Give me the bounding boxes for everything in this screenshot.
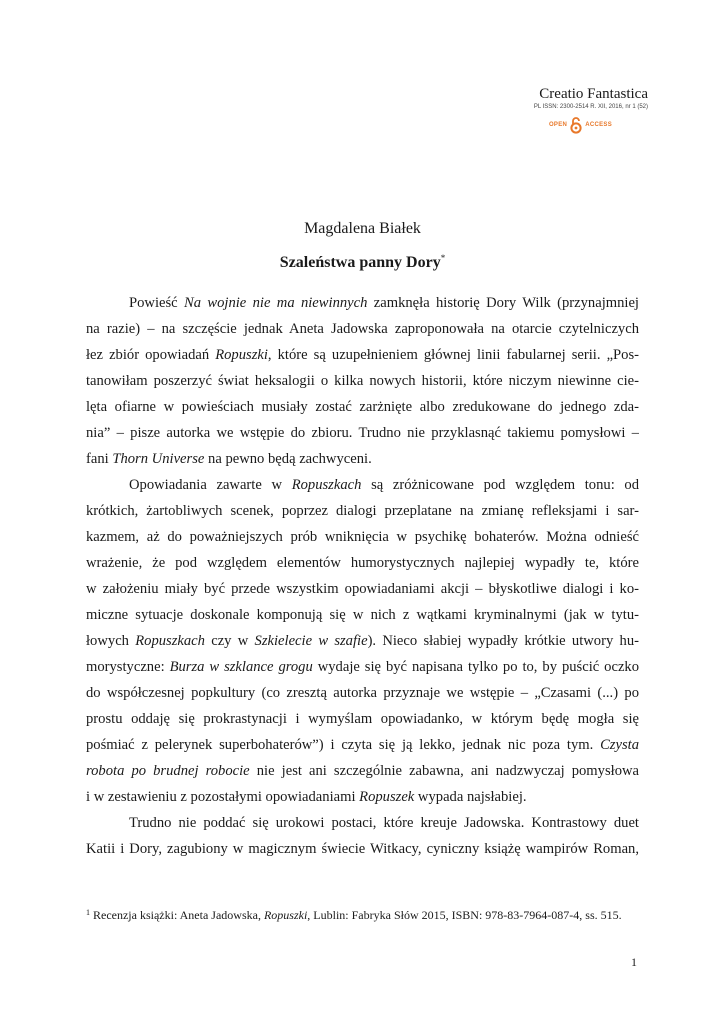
footnote-text: Recenzja książki: Aneta Jadowska, Ropuszki, Lublin: Fabryka Słów 2015, ISBN: 978-83-7964-087-4, ss. 515.	[90, 908, 622, 922]
body-line: robota po brudnej robocie nie jest ani szczególnie zabawna, ani nadzwyczaj pomysłowa	[86, 763, 639, 779]
body-line: Powieść Na wojnie nie ma niewinnych zamknęła historię Dory Wilk (przynajmniej	[129, 295, 639, 311]
body-line: miczne sytuacje doskonale komponują się w nich z wątkami kryminalnymi (jak w tytu-	[86, 607, 639, 623]
body-line: w założeniu miały być przede wszystkim opowiadaniami akcji – błyskotliwe dialogi i ko-	[86, 581, 639, 597]
body-line: pośmiać z pelerynek superbohaterów”) i czyta się ją lekko, jednak nic poza tym. Czysta	[86, 737, 639, 753]
body-line: i w zestawieniu z pozostałymi opowiadaniami Ropuszek wypada najsłabiej.	[86, 789, 527, 805]
body-line: krótkich, żartobliwych scenek, poprzez dialogi przeplatane na zmianę refleksjami i sar-	[86, 503, 639, 519]
footnote-number: 1	[86, 908, 90, 917]
footnote-marker: *	[440, 253, 446, 263]
body-line: łowych Ropuszkach czy w Szkielecie w szafie). Nieco słabiej wypadły krótkie utwory hu-	[86, 633, 639, 649]
body-line: nia” – pisze autorka we wstępie do zbioru. Trudno nie przyklasnąć takiemu pomysłowi –	[86, 425, 639, 441]
italic-title: Czysta	[600, 737, 639, 753]
italic-title: robota po brudnej robocie	[86, 763, 250, 779]
italic-title: Ropuszkach	[291, 477, 362, 493]
italic-title: Ropuszkach	[135, 633, 205, 649]
open-lock-icon	[570, 116, 582, 134]
body-line: prostu oddaję się prokrastynacji i wymyślam opowiadanko, w którym będę mogła się	[86, 711, 639, 727]
body-line: Trudno nie poddać się urokowi postaci, które kreuje Jadowska. Kontrastowy duet	[129, 815, 639, 831]
open-access-logo	[549, 115, 612, 135]
article-body	[86, 290, 639, 862]
italic-title: Ropuszki	[263, 908, 308, 922]
italic-title: Burza w szklance grogu	[169, 659, 313, 675]
italic-title: Thorn Universe	[112, 451, 205, 467]
open-access-right-text: ACCESS	[585, 122, 612, 128]
body-line: tanowiłam poszerzyć świat heksalogii o kilka nowych historii, które niczym niewinne cie-	[86, 373, 639, 389]
body-line: na razie) – na szczęście jednak Aneta Jadowska zaproponowała na otarcie czytelniczych	[86, 321, 639, 337]
italic-title: Ropuszek	[359, 789, 415, 805]
journal-issn: PL ISSN: 2300-2514 R. XII, 2016, nr 1 (52)	[533, 104, 648, 110]
italic-title: Ropuszki	[215, 347, 268, 363]
body-line: wrażenie, że pod względem elementów humorystycznych najlepiej wypadły te, które	[86, 555, 639, 571]
body-line: morystyczne: Burza w szklance grogu wydaje się być napisana tylko po to, by puścić oczko	[86, 659, 639, 675]
footnote	[86, 905, 639, 923]
body-line: Katii i Dory, zagubiony w magicznym świecie Witkacy, cyniczny książę wampirów Roman,	[86, 841, 639, 857]
italic-title: Szkielecie w szafie	[254, 633, 368, 649]
body-line: łez zbiór opowiadań Ropuszki, które są uzupełnieniem głównej linii fabularnej serii. „Pos-	[86, 347, 639, 363]
journal-header	[534, 86, 648, 112]
body-line: do współczesnej popkultury (co zresztą autorka przyznaje we wstępie – „Czasami (...) po	[86, 685, 639, 701]
italic-title: Na wojnie nie ma niewinnych	[183, 295, 368, 311]
body-line: lęta ofiarne w powieściach musiały zostać zarżnięte albo zredukowane do jednego zda-	[86, 399, 639, 415]
journal-title: Creatio Fantastica	[539, 86, 648, 102]
body-line: Opowiadania zawarte w Ropuszkach są zróżnicowane pod względem tonu: od	[129, 477, 639, 493]
article-title	[0, 248, 725, 273]
article-title-text: Szaleństwa panny Dory	[279, 254, 441, 271]
page-number: 1	[631, 955, 637, 969]
article-author: Magdalena Białek	[304, 220, 421, 237]
body-line: fani Thorn Universe na pewno będą zachwyceni.	[86, 451, 372, 467]
open-access-left-text: OPEN	[548, 122, 568, 128]
body-line: kazmem, aż do poważniejszych prób wniknięcia w psychikę bohaterów. Można odnieść	[86, 529, 639, 545]
